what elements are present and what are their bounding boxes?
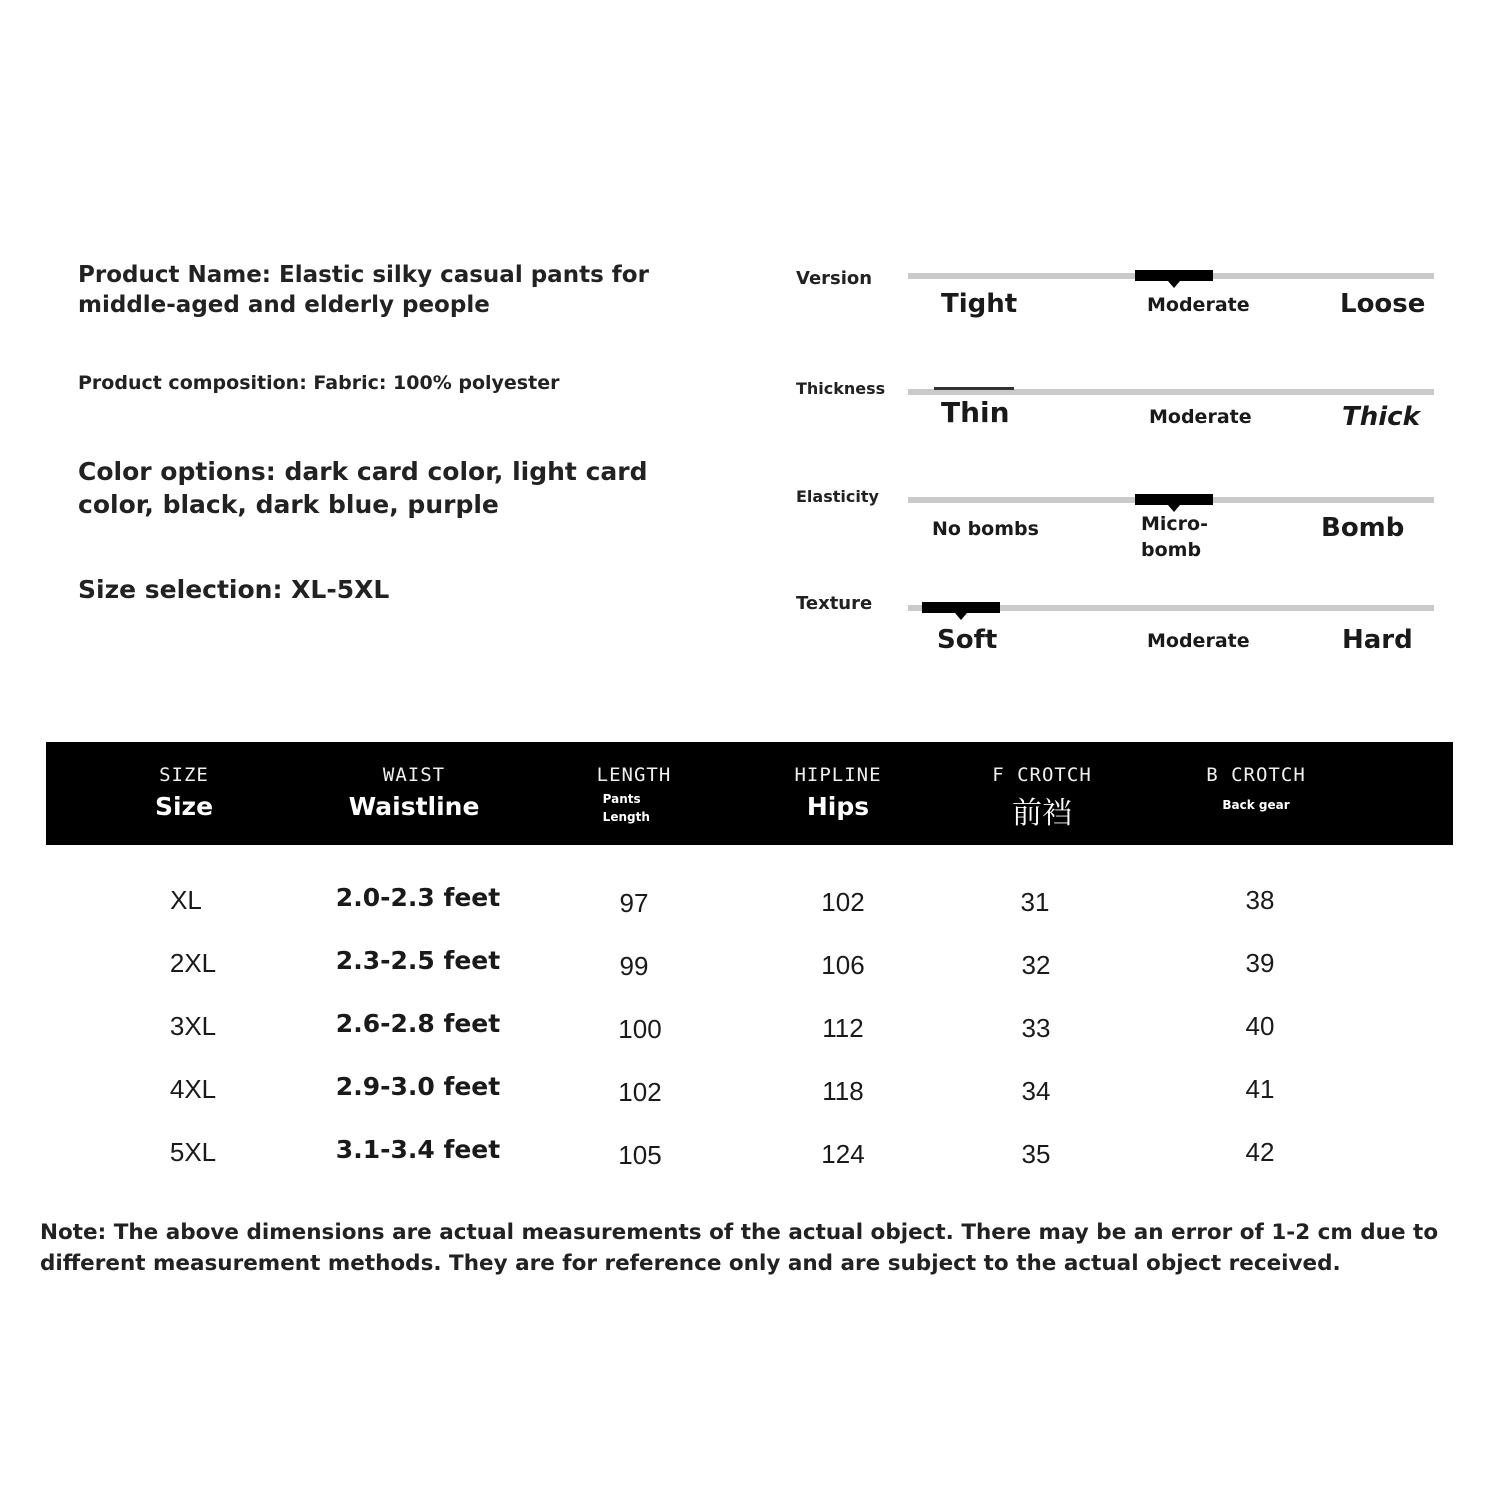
cell-waist: 2.9-3.0 feet [335,1072,501,1101]
attr-version-option-tight: Tight [941,289,1018,319]
header-length [597,764,672,826]
color-options: Color options: dark card color, light card color, black, dark blue, purple [78,457,648,519]
size-selection: Size selection: XL-5XL [78,575,390,604]
header-b-crotch-sub: Back gear [1222,798,1290,812]
attr-thickness-track [908,389,1434,395]
cell-hipline: 124 [821,1139,865,1169]
cell-length: 105 [618,1140,662,1170]
attr-texture-marker [922,602,1000,613]
cell-b-crotch: 41 [1245,1074,1275,1104]
header-f-crotch-sub: 前裆 [1011,796,1072,831]
cell-f-crotch: 33 [1021,1013,1051,1043]
product-composition: Product composition: Fabric: 100% polyester [78,372,560,394]
cell-length: 99 [619,951,649,981]
cell-hipline: 112 [822,1013,864,1043]
attr-version-track [908,273,1434,279]
cell-b-crotch: 40 [1245,1011,1275,1041]
attr-version-option-loose: Loose [1340,289,1426,319]
header-f-crotch [992,764,1092,832]
cell-b-crotch: 38 [1245,885,1275,915]
attr-thickness-label: Thickness [796,379,886,398]
cell-waist: 3.1-3.4 feet [335,1135,501,1164]
cell-length: 100 [618,1014,662,1044]
cell-length: 102 [618,1077,662,1107]
cell-waist: 2.3-2.5 feet [335,946,501,975]
cell-size: XL [170,885,202,915]
cell-waist: 2.6-2.8 feet [335,1009,501,1038]
attr-version-label: Version [796,268,873,289]
header-waist-en: WAIST [382,764,446,786]
cell-b-crotch: 42 [1245,1137,1275,1167]
attr-texture-option-soft: Soft [937,625,998,655]
header-f-crotch-en: F CROTCH [992,764,1092,786]
measurement-note: Note: The above dimensions are actual measurements of the actual object. There may be an error of 1-2 cm due to different measurement methods. They are for reference only and are subject to the actual object received. [40,1220,1439,1276]
attr-texture-option-moderate: Moderate [1147,630,1250,652]
header-b-crotch [1206,764,1306,814]
attr-elasticity-track [908,497,1434,503]
attr-elasticity-option-micro-bomb: Micro-bomb [1141,513,1208,561]
product-name: Product Name: Elastic silky casual pants for middle-aged and elderly people [78,262,649,318]
cell-waist: 2.0-2.3 feet [335,883,501,912]
attr-texture-track [908,605,1434,611]
header-size-en: SIZE [159,764,209,786]
size-table-header [46,742,1453,845]
attr-version-option-moderate: Moderate [1147,294,1250,316]
attr-thickness-option-thin: Thin [941,396,1010,429]
attr-elasticity-option-bomb: Bomb [1321,513,1405,543]
cell-length: 97 [619,888,649,918]
cell-f-crotch: 32 [1021,950,1051,980]
header-length-en: LENGTH [596,764,672,786]
header-waist [349,764,480,821]
cell-size: 3XL [169,1011,217,1041]
header-length-sub: Pants Length [602,792,650,824]
cell-size: 4XL [169,1074,217,1104]
cell-hipline: 102 [821,887,865,917]
cell-b-crotch: 39 [1245,948,1275,978]
attr-elasticity-label: Elasticity [796,487,879,506]
header-hipline-sub: Hips [806,792,870,821]
cell-hipline: 106 [821,950,865,980]
cell-hipline: 118 [822,1076,864,1106]
cell-f-crotch: 35 [1021,1139,1051,1169]
attr-texture-option-hard: Hard [1342,625,1413,655]
attr-texture-label: Texture [796,593,873,614]
attr-elasticity-option-no-bombs: No bombs [932,518,1039,540]
header-hipline [794,764,881,821]
cell-size: 5XL [169,1137,217,1167]
header-size-sub: Size [154,792,214,821]
attr-thickness-marker [934,387,1014,390]
header-waist-sub: Waistline [348,792,480,821]
cell-size: 2XL [169,948,217,978]
cell-f-crotch: 31 [1020,887,1050,917]
header-hipline-en: HIPLINE [794,764,882,786]
cell-f-crotch: 34 [1021,1076,1051,1106]
attr-thickness-option-thick: Thick [1342,402,1420,432]
attr-elasticity-marker [1135,494,1213,505]
header-size [155,764,213,821]
attr-thickness-option-moderate: Moderate [1149,406,1252,428]
attr-version-marker [1135,270,1213,281]
header-b-crotch-en: B CROTCH [1206,764,1306,786]
